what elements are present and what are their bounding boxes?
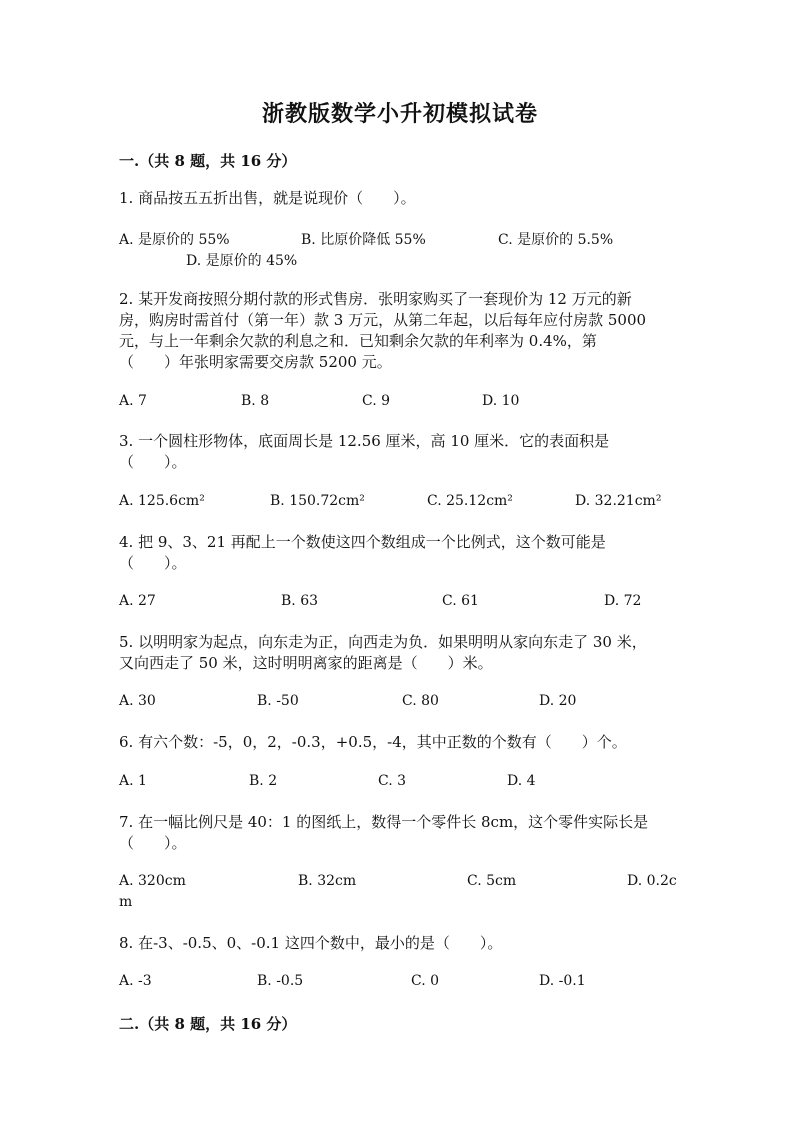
question-8-line: 8. 在-3、-0.5、0、-0.1 这四个数中，最小的是（ ）。 bbox=[119, 934, 503, 952]
question-8 bbox=[119, 933, 689, 954]
page-title: 浙教版数学小升初模拟试卷 bbox=[261, 101, 538, 127]
question-2-option-a: A. 7 bbox=[119, 393, 147, 409]
question-7-line: （ ）。 bbox=[119, 834, 187, 852]
question-1-option-d: D. 是原价的 45% bbox=[186, 253, 298, 269]
question-3-line: 3. 一个圆柱形物体，底面周长是 12.56 厘米，高 10 厘米．它的表面积是 bbox=[119, 432, 610, 450]
question-1 bbox=[119, 188, 689, 209]
question-8-option-b: B. -0.5 bbox=[257, 973, 304, 989]
question-6-option-d: D. 4 bbox=[507, 773, 536, 789]
question-4-option-a: A. 27 bbox=[119, 593, 156, 609]
question-4-line: （ ）。 bbox=[119, 554, 187, 572]
question-4-option-d: D. 72 bbox=[604, 593, 642, 609]
question-1-line: 1. 商品按五五折出售，就是说现价（ ）。 bbox=[119, 189, 416, 207]
section-heading-1: 一.（共 8 题，共 16 分） bbox=[119, 152, 297, 170]
question-3-option-d: D. 32.21cm² bbox=[575, 493, 662, 509]
question-1-option-c: C. 是原价的 5.5% bbox=[498, 232, 614, 248]
question-2-line: 房，购房时需首付（第一年）款 3 万元，从第二年起，以后每年应付房款 5000 bbox=[119, 311, 647, 329]
question-3-option-b: B. 150.72cm² bbox=[270, 493, 365, 509]
question-4-option-c: C. 61 bbox=[442, 593, 479, 609]
question-3-line: （ ）。 bbox=[119, 453, 187, 471]
question-5-line: 5. 以明明家为起点，向东走为正，向西走为负．如果明明从家向东走了 30 米， bbox=[119, 633, 647, 651]
question-5-option-b: B. -50 bbox=[257, 693, 299, 709]
question-8-option-c: C. 0 bbox=[411, 973, 440, 989]
question-6 bbox=[119, 732, 689, 753]
question-7-option-c: C. 5cm bbox=[467, 873, 517, 889]
question-2-line: （ ）年张明家需要交房款 5200 元。 bbox=[119, 353, 392, 371]
question-2-line: 2. 某开发商按照分期付款的形式售房．张明家购买了一套现价为 12 万元的新 bbox=[119, 290, 632, 308]
question-4 bbox=[119, 532, 689, 574]
question-7-option-a: A. 320cm bbox=[119, 873, 186, 889]
question-2-option-b: B. 8 bbox=[241, 393, 270, 409]
question-5-option-a: A. 30 bbox=[119, 693, 156, 709]
question-7-option-d: D. 0.2c bbox=[627, 873, 677, 889]
question-7-option-b: B. 32cm bbox=[298, 873, 357, 889]
question-6-option-a: A. 1 bbox=[119, 773, 147, 789]
question-6-option-c: C. 3 bbox=[378, 773, 407, 789]
question-5-line: 又向西走了 50 米，这时明明离家的距离是（ ）米。 bbox=[119, 654, 493, 672]
question-5-option-d: D. 20 bbox=[539, 693, 577, 709]
question-2-option-c: C. 9 bbox=[362, 393, 391, 409]
question-8-option-d: D. -0.1 bbox=[539, 973, 586, 989]
question-3-option-c: C. 25.12cm² bbox=[427, 493, 513, 509]
question-5 bbox=[119, 632, 689, 674]
question-7 bbox=[119, 812, 689, 854]
question-6-option-b: B. 2 bbox=[249, 773, 278, 789]
question-4-option-b: B. 63 bbox=[281, 593, 319, 609]
question-7-option-d-wrap: m bbox=[119, 894, 133, 910]
question-3-option-a: A. 125.6cm² bbox=[119, 493, 205, 509]
question-7-line: 7. 在一幅比例尺是 40：1 的图纸上，数得一个零件长 8cm，这个零件实际长是 bbox=[119, 813, 649, 831]
question-6-line: 6. 有六个数：-5，0，2，-0.3，+0.5，-4，其中正数的个数有（ ）个。 bbox=[119, 733, 627, 751]
question-1-option-b: B. 比原价降低 55% bbox=[301, 232, 426, 248]
question-2-option-d: D. 10 bbox=[482, 393, 520, 409]
question-4-line: 4. 把 9、3、21 再配上一个数使这四个数组成一个比例式，这个数可能是 bbox=[119, 533, 606, 551]
question-8-option-a: A. -3 bbox=[119, 973, 152, 989]
question-2 bbox=[119, 289, 689, 373]
question-2-line: 元，与上一年剩余欠款的利息之和．已知剩余欠款的年利率为 0.4%，第 bbox=[119, 332, 597, 350]
question-3 bbox=[119, 431, 689, 473]
section-heading-2: 二.（共 8 题，共 16 分） bbox=[119, 1015, 297, 1033]
question-1-option-a: A. 是原价的 55% bbox=[119, 232, 230, 248]
question-5-option-c: C. 80 bbox=[402, 693, 439, 709]
